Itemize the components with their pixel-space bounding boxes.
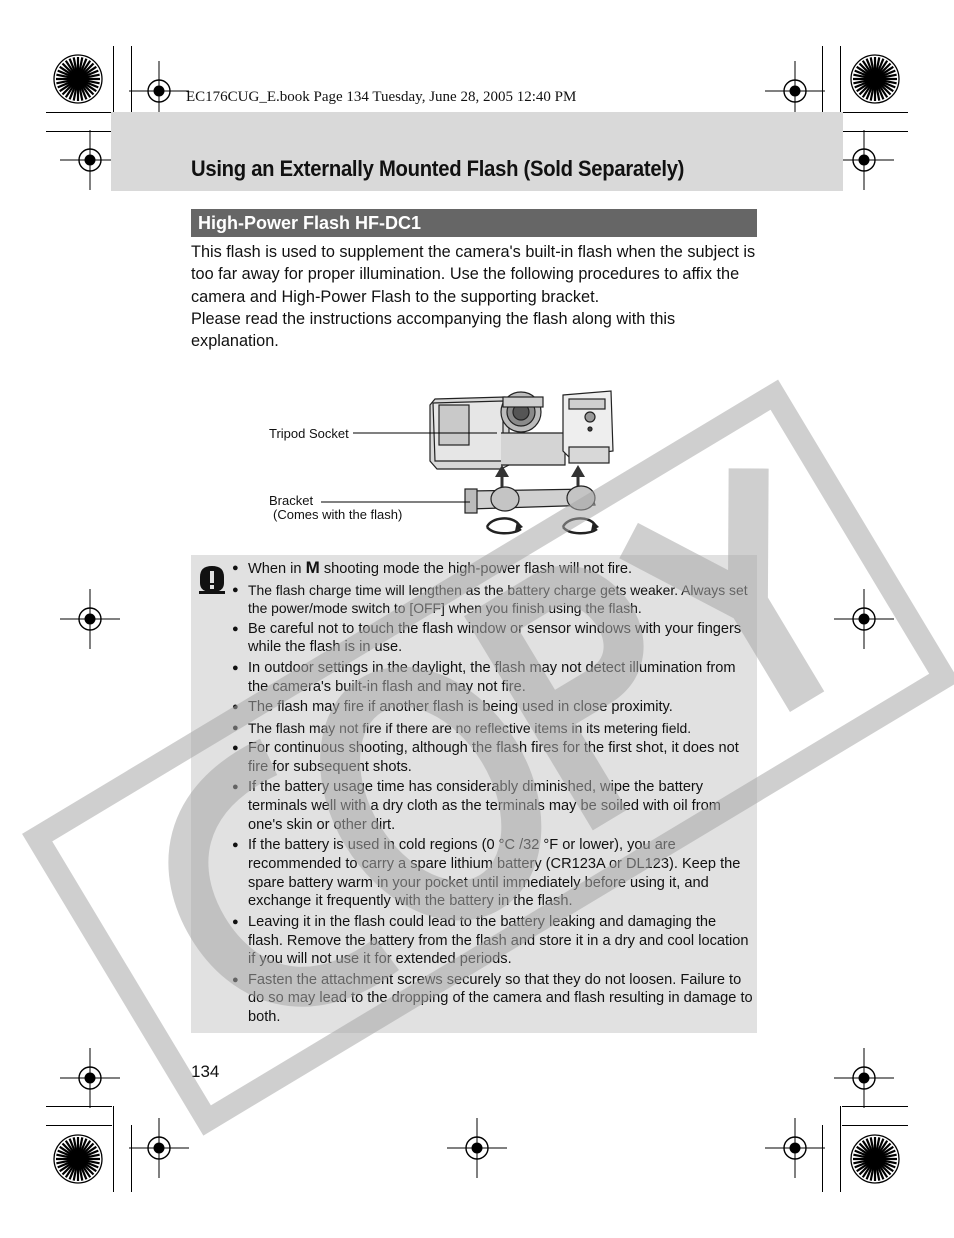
caution-item: ● If the battery usage time has considerably diminished, wipe the battery terminals well with a dry cloth as the terminals may be soiled with oil from one's skin or other dirt. (191, 778, 757, 834)
label-tripod-socket: Tripod Socket (269, 426, 349, 441)
caution-item: ● In outdoor settings in the daylight, the flash may not detect illumination from the camera's built-in flash and may not fire. (191, 659, 757, 696)
page-number: 134 (191, 1062, 220, 1081)
caution-text: shooting mode the high-power flash will not fire. (319, 561, 633, 577)
label-bracket: Bracket (269, 493, 314, 508)
caution-item: ● If the battery is used in cold regions (0 °C /32 °F or lower), you are recommended to carry a spare lithium battery (CR123A or DL123). Keep the spare battery warm in your pocket until immediately before using it, and exchange it frequently with the battery in the flash. (191, 836, 757, 911)
caution-box (191, 555, 757, 1033)
intro-text (191, 241, 761, 352)
caution-item: ● The flash may not fire if there are no reflective items in its metering field. (191, 719, 757, 738)
caution-item: ● The flash charge time will lengthen as the battery charge gets weaker. Always set the power/mode switch to [OFF] when you finish using the flash. (191, 581, 757, 618)
caution-item: ● Leaving it in the flash could lead to the battery leaking and damaging the flash. Remove the battery from the flash and store it in a dry and cool location if you will not use it for extended periods. (191, 913, 757, 969)
caution-item (191, 559, 757, 579)
caution-item: ● Be careful not to touch the flash window or sensor windows with your fingers while the flash is in use. (191, 620, 757, 657)
page-title: Using an Externally Mounted Flash (Sold Separately) (191, 156, 685, 181)
label-bracket-note: (Comes with the flash) (273, 507, 403, 522)
caution-list (191, 559, 757, 1029)
caution-item: ● The flash may fire if another flash is being used in close proximity. (191, 698, 757, 717)
section-heading: High-Power Flash HF-DC1 (191, 209, 757, 237)
caution-text: When in (248, 561, 306, 577)
intro-paragraph: This flash is used to supplement the camera's built-in flash when the subject is too far away for proper illumination. Use the following procedures to affix the camera and High-Power Flash to the supporting bracket. (191, 243, 756, 306)
mode-m-symbol: M (305, 558, 320, 577)
intro-paragraph: Please read the instructions accompanying the flash along with this explanation. (191, 309, 676, 351)
print-info-line: EC176CUG_E.book Page 134 Tuesday, June 28, 2005 12:40 PM (186, 89, 577, 105)
caution-item: ● Fasten the attachment screws securely so that they do not loosen. Failure to do so may lead to the dropping of the camera and flash resulting in damage to both. (191, 971, 757, 1027)
title-band (111, 112, 843, 191)
caution-item: ● For continuous shooting, although the flash fires for the first shot, it does not fire for subsequent shots. (191, 739, 757, 776)
